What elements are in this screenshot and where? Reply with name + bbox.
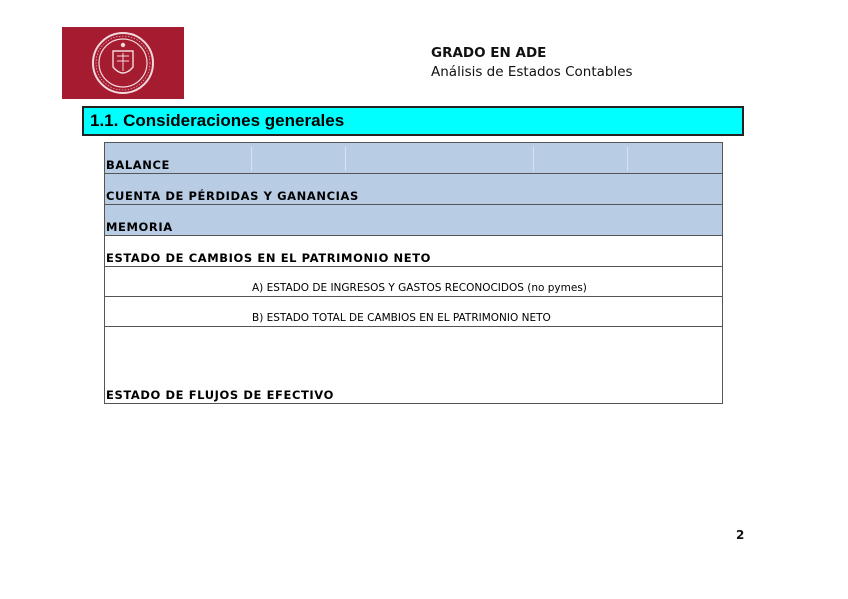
row-label-ecpn: ESTADO DE CAMBIOS EN EL PATRIMONIO NETO <box>106 251 432 265</box>
university-logo <box>62 27 184 99</box>
table-row <box>105 143 722 174</box>
table-row <box>105 174 722 205</box>
section-title: 1.1. Consideraciones generales <box>82 106 744 136</box>
table-row <box>105 236 722 267</box>
cell-divider <box>533 147 534 171</box>
header-subtitle: Análisis de Estados Contables <box>431 64 633 80</box>
table-row <box>105 267 722 297</box>
cell-divider <box>345 147 346 171</box>
page-number: 2 <box>736 528 745 542</box>
table-row <box>105 327 722 404</box>
row-label-pyg: CUENTA DE PÉRDIDAS Y GANANCIAS <box>106 189 359 203</box>
row-label-efe: ESTADO DE FLUJOS DE EFECTIVO <box>106 388 334 402</box>
row-label-eigr: A) ESTADO DE INGRESOS Y GASTOS RECONOCIDOS (no pymes) <box>252 282 587 294</box>
header <box>431 44 633 82</box>
university-seal-icon <box>62 27 184 99</box>
table-row <box>105 297 722 327</box>
financial-statements-table <box>104 142 723 404</box>
header-title: GRADO EN ADE <box>431 45 547 61</box>
cell-divider <box>627 147 628 171</box>
table-row <box>105 205 722 236</box>
row-label-balance: BALANCE <box>106 158 171 172</box>
row-label-etcpn: B) ESTADO TOTAL DE CAMBIOS EN EL PATRIMONIO NETO <box>252 312 551 324</box>
row-label-memoria: MEMORIA <box>106 220 173 234</box>
cell-divider <box>251 147 252 171</box>
